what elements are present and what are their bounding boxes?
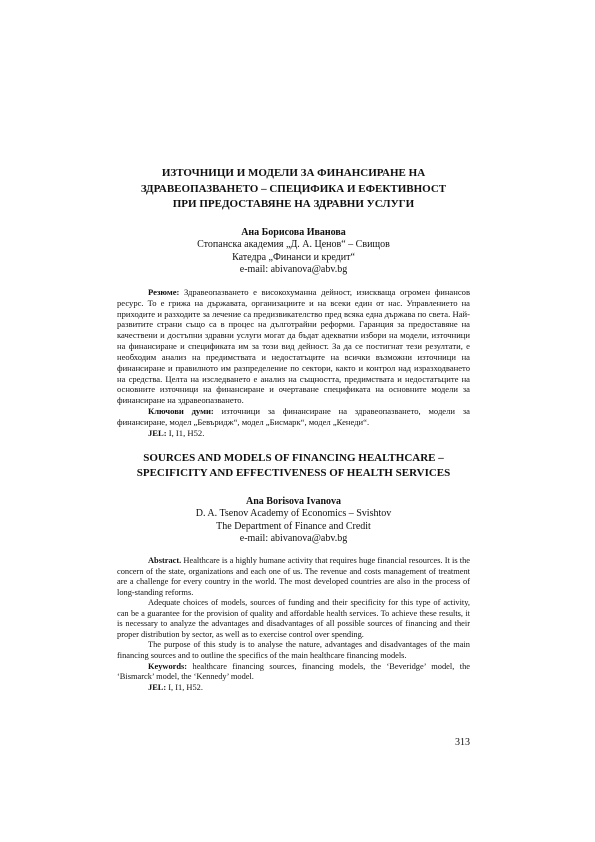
bg-title-line: ПРИ ПРЕДОСТАВЯНЕ НА ЗДРАВНИ УСЛУГИ — [172, 198, 415, 210]
bg-abstract-paragraph — [117, 287, 470, 406]
bg-author-name: Ана Борисова Иванова — [241, 226, 346, 238]
en-abstract-paragraph: The purpose of this study is to analyse the nature, advantages and disadvantages of the main financing sources and to outline the specifics of the main healthcare financing models. — [117, 640, 470, 660]
en-jel-text: I, I1, H52. — [166, 682, 203, 692]
en-title-line: SPECIFICITY AND EFFECTIVENESS OF HEALTH SERVICES — [136, 467, 451, 480]
page-number: 313 — [455, 737, 470, 748]
en-abstract — [117, 556, 470, 693]
en-keywords — [117, 662, 470, 683]
en-department: The Department of Finance and Credit — [216, 520, 371, 532]
en-jel-label: JEL: — [148, 682, 167, 692]
bg-keywords-text: източници за финансиране на здравеопазването, модели за финансиране, модел „Бевъридж“, модел „Бисмарк“, модел „Кенеди“. — [117, 406, 470, 427]
en-affiliation: D. A. Tsenov Academy of Economics – Svishtov — [195, 508, 392, 520]
bg-abstract-text: Здравеопазването е високохуманна дейност, изискваща огромен финансов ресурс. То е грижа на държавата, организациите и на всеки един от нас. Управлението на приходите и разходите за лечение са предизвикателство пред всяка една държава по света. Най-развитите страни също са в процес на дълготрайни реформи. Гаранция за предоставяне на качествени и достъпни здравни услуги могат да бъдат адекватни избори на модели, източници на финансиране и спецификата им за този вид дейност. За да се постигнат тези резултати, е необходим анализ на предимствата и недостатъците на всички възможни източници на финансиране и правилното им разпределение по сектори, както и контрол над изразходването на средства. Целта на изследването е анализ на същността, предимствата и недостатъците на основните източници на финансиране и очертаване спецификата на основните модели за финансиране на здравеопазването. — [117, 286, 470, 406]
bg-abstract — [117, 287, 470, 439]
en-title-line: SOURCES AND MODELS OF FINANCING HEALTHCARE – — [143, 451, 444, 464]
bg-jel-text: I, I1, H52. — [166, 427, 205, 438]
en-jel — [117, 683, 470, 694]
en-keywords-label: Keywords: — [148, 661, 188, 671]
en-author-block — [117, 496, 470, 546]
en-abstract-text: Healthcare is a highly humane activity that requires huge financial resources. It is the concern of the state, organizations and each one of us. The revenue and costs management of treatment are a challenge for every country in the world. The most developed countries are also in the process of long-standing reforms. — [117, 556, 470, 597]
en-author-name: Ana Borisova Ivanova — [245, 495, 341, 507]
en-email: e-mail: abivanova@abv.bg — [239, 533, 348, 545]
en-abstract-paragraph: Adequate choices of models, sources of funding and their specificity for this type of activity, can be a guarantee for the provision of quality and affordable health services. To achieve these results, it is necessary to analyze the advantages and disadvantages of all possible sources of financing and their proper distribution by sector, as well as to exercise control over spending. — [117, 598, 470, 639]
bg-abstract-label: Резюме: — [148, 286, 180, 297]
bg-department: Катедра „Финанси и кредит“ — [232, 251, 355, 263]
bg-affiliation: Стопанска академия „Д. А. Ценов“ – Свищов — [197, 239, 390, 251]
bg-keywords — [117, 406, 470, 428]
bg-jel-label: JEL: — [148, 427, 167, 438]
bg-jel — [117, 428, 470, 439]
bg-keywords-label: Ключови думи: — [148, 406, 214, 417]
en-keywords-text: healthcare financing sources, financing models, the ‘Beveridge’ model, the ‘Bismarck’ model, the ‘Kennedy’ model. — [117, 661, 470, 682]
bg-title — [117, 166, 470, 213]
article-page — [117, 166, 470, 693]
bg-email: e-mail: abivanova@abv.bg — [239, 264, 348, 276]
bg-author-block — [117, 227, 470, 277]
bg-title-line: ИЗТОЧНИЦИ И МОДЕЛИ ЗА ФИНАНСИРАНЕ НА — [161, 167, 426, 179]
en-abstract-paragraph — [117, 556, 470, 598]
en-title — [117, 451, 470, 482]
en-abstract-label: Abstract. — [148, 556, 182, 566]
bg-title-line: ЗДРАВЕОПАЗВАНЕТО – СПЕЦИФИКА И ЕФЕКТИВНОСТ — [140, 182, 447, 195]
